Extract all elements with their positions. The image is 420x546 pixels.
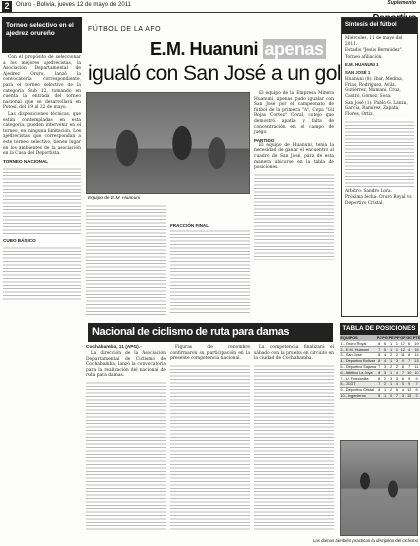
headline-highlight: apenas xyxy=(264,39,324,59)
stat-cell: 1 xyxy=(395,347,399,352)
synthesis-body xyxy=(342,34,417,210)
article-body xyxy=(86,91,338,319)
stat-cell: 6 xyxy=(382,341,388,347)
article-column xyxy=(254,91,334,260)
article-column xyxy=(86,203,166,315)
stat-cell: 3 xyxy=(395,359,399,364)
stat-cell: 9 xyxy=(406,376,412,382)
synthesis-line: Huanuni (8): Ibar, Medina, Frías, Rodríguez, Avila, Gutiérrez, Mamani, Cruz, Castro, Gómez, Sosa. xyxy=(345,77,404,99)
page-header xyxy=(0,0,420,13)
stat-cell: 9 xyxy=(412,376,420,382)
stat-cell: 2 xyxy=(395,353,399,358)
stat-cell: 5 xyxy=(401,382,404,387)
team-name-cell: 7.- U. Frontanilla xyxy=(340,376,376,382)
headline-line-1 xyxy=(150,39,326,60)
left-text-filler xyxy=(3,166,81,236)
stat-cell: 7 xyxy=(412,382,420,388)
cycling-photo-caption: Las damas también practican la disciplina del ciclismo xyxy=(312,538,418,543)
synthesis-line: Arbitro: Sandro Lora. xyxy=(345,188,392,194)
stat-cell: 10 xyxy=(414,370,419,375)
page-number: 2 xyxy=(2,1,12,12)
col-header: EQUIPOS xyxy=(340,335,376,341)
synthesis-title: Síntesis del fútbol xyxy=(342,18,417,34)
stat-cell: 7 xyxy=(395,394,399,399)
stat-cell: 8 xyxy=(378,394,381,399)
stat-cell: 2 xyxy=(390,388,393,393)
stat-cell: 4 xyxy=(382,358,388,364)
masthead-supplement: Suplemento xyxy=(387,0,416,6)
stat-cell: 5 xyxy=(412,387,420,393)
stat-cell: 3 xyxy=(412,393,420,399)
team-name-cell: 5.- Deportivo Sajama xyxy=(340,365,377,370)
stat-cell: 4 xyxy=(401,388,404,393)
stat-cell: 8 xyxy=(378,370,381,375)
stat-cell: 0 xyxy=(390,394,393,399)
stat-cell: 5 xyxy=(395,388,399,393)
synthesis-line: E.M. HUANUNI 1 xyxy=(345,61,379,67)
stat-cell: 9 xyxy=(401,359,404,364)
stat-cell: 5 xyxy=(382,347,388,353)
stat-cell: 1 xyxy=(390,341,393,346)
col-header: PP xyxy=(394,336,400,340)
dateline: Oruro - Bolivia, jueves 12 de mayo de 2011 xyxy=(16,2,131,8)
article-subhead: PARTIDO xyxy=(254,137,275,143)
stat-cell: 11 xyxy=(412,364,420,370)
stat-cell: 16 xyxy=(414,347,419,352)
stat-cell: 7 xyxy=(406,364,412,370)
stat-cell: 2 xyxy=(382,382,388,388)
cycling-column xyxy=(254,345,334,531)
stat-cell: 8 xyxy=(378,376,381,381)
article-paragraph: El equipo de la Empresa Minera Huanuni, apenas pudo igualar con San José por el campeonato de fútbol de la primera "A", Copa "Gil Rojas Cortez" Coral, cotejo que demostró apatía y falta de concentración en el campo de juego. xyxy=(254,91,334,136)
article-text-filler xyxy=(86,203,166,315)
stat-cell: 8 xyxy=(378,341,381,346)
left-subhead: TORNEO NACIONAL xyxy=(3,158,49,164)
cycling-filler xyxy=(86,380,166,530)
stat-cell: 11 xyxy=(400,353,405,358)
stat-cell: 2 xyxy=(395,365,399,370)
team-name-cell: 3.- San José xyxy=(340,353,376,359)
standings-row xyxy=(340,393,420,399)
cycling-filler xyxy=(170,363,250,531)
synthesis-line: Próxima fecha: Oruro Royal vs Deportivo Cristal. xyxy=(345,195,412,206)
synthesis-line: San José (1): Pablo G. Lanza, García, Ramírez, Zapata, Flores, Ortiz. xyxy=(345,100,408,117)
standings-table xyxy=(340,335,420,399)
stat-cell: 1 xyxy=(390,347,393,352)
stat-cell: 7 xyxy=(406,358,412,364)
team-name-cell: 1.- Oruro Royal xyxy=(340,341,376,347)
stat-cell: 1 xyxy=(395,341,399,346)
stat-cell: 2 xyxy=(390,353,393,358)
stat-cell: 7 xyxy=(378,347,381,352)
cycling-filler xyxy=(254,363,334,531)
stat-cell: 3 xyxy=(390,376,393,381)
left-subhead: CUBO BÁSICO xyxy=(3,237,36,243)
cycling-photo xyxy=(340,440,418,536)
left-paragraph: Con el propósito de seleccionar a los mejores ajedrecistas, la Asociación Departamental de Ajedrez Oruro, lanzó la convocatoria correspondiente, para el torneo selectivo de la categoría Sub 12, tomando en cuenta la entrada del torneo nacional que se desarrollará en Potosí, del 19 al 22 de mayo. xyxy=(3,55,81,111)
left-column-text xyxy=(2,53,82,303)
stat-cell: 2 xyxy=(390,365,393,370)
stat-cell: 7 xyxy=(378,382,381,387)
article-kicker: FÚTBOL DE LA AFO xyxy=(88,26,162,33)
stat-cell: 8 xyxy=(406,353,412,359)
synthesis-line: SAN JOSÉ 1 xyxy=(345,69,371,75)
stat-cell: 6 xyxy=(406,341,412,347)
cycling-column xyxy=(86,345,166,530)
stat-cell: 8 xyxy=(401,365,404,370)
col-header: GC xyxy=(406,336,413,340)
stat-cell: 9 xyxy=(406,382,412,388)
stat-cell: 3 xyxy=(382,370,388,376)
stat-cell: 3 xyxy=(395,376,399,381)
article-subhead: FRACCIÓN FINAL xyxy=(170,223,210,228)
standings-title: TABLA DE POSICIONES xyxy=(340,323,418,335)
stat-cell: 7 xyxy=(378,365,381,370)
headline-part: E.M. Huanuni xyxy=(150,39,258,59)
synthesis-line: Miércoles, 11 de mayo del 2011. xyxy=(345,36,403,47)
article-column xyxy=(170,203,250,314)
cycling-body xyxy=(86,345,338,541)
cycling-paragraph: La dirección de la Asociación Departamental de Ciclismo de Cochabamba, lanzó la convocatoria para la realización del nacional de ruta para damas. xyxy=(86,351,166,379)
col-header: PJ xyxy=(376,336,382,340)
cycling-paragraph: La competencia finalizará el sábado con la prueba en circuito en la ciudad de Cochabamba. xyxy=(254,345,334,362)
synthesis-line: Estadio "Jesús Bermúdez". xyxy=(345,48,403,54)
col-header: PG xyxy=(382,336,388,340)
left-text-filler xyxy=(3,245,81,301)
synthesis-line: Torneo afiliación. xyxy=(345,55,383,61)
team-name-cell: 4.- Deportivo Bolívar xyxy=(340,359,375,364)
stat-cell: 17 xyxy=(400,341,406,346)
stat-cell: 1 xyxy=(390,382,393,387)
stat-cell: 13 xyxy=(414,359,419,364)
stat-cell: 1 xyxy=(382,393,388,399)
stat-cell: 8 xyxy=(378,388,381,393)
stat-cell: 7 xyxy=(401,370,404,375)
team-name-cell: 2.- E.M. Huanuni xyxy=(340,347,376,353)
team-name-cell: 9.- Deportivo Cristal xyxy=(340,387,376,393)
stat-cell: 14 xyxy=(414,353,419,358)
stat-cell: 1 xyxy=(382,387,388,393)
synthesis-box xyxy=(341,17,418,317)
left-column-title: Torneo selectivo en el ajedrez orureño xyxy=(2,17,82,53)
stat-cell: 19 xyxy=(414,341,419,346)
stat-cell: 15 xyxy=(407,394,412,399)
article-text-filler xyxy=(254,172,334,260)
cycling-headline: Nacional de ciclismo de ruta para damas xyxy=(88,323,333,342)
team-name-cell: 6.- Atlético La Joya xyxy=(340,370,376,376)
col-header: PE xyxy=(388,336,394,340)
standings-body xyxy=(340,341,420,399)
stat-cell: 12 xyxy=(407,388,412,393)
synthesis-filler xyxy=(345,119,414,189)
stat-cell: 4 xyxy=(395,370,399,375)
stat-cell: 3 xyxy=(401,394,404,399)
team-name-cell: 10.- Ingenieros xyxy=(340,393,376,399)
stat-cell: 4 xyxy=(382,353,388,359)
stat-cell: 1 xyxy=(390,359,393,364)
left-paragraph: Las disposiciones técnicas, que están contempladas en esta categoría, pueden intervenir en el torneo, en ninguna limitación. Los ajedrecistas que correspondan a este torneo selectivo, tienen lugar en los ambientes de la asociación en la Casa del Deportista. xyxy=(3,111,81,157)
stat-cell: 1 xyxy=(390,370,393,375)
photo-caption: Equipo de E.M. Huanuni xyxy=(88,196,140,201)
stat-cell: 3 xyxy=(382,364,388,370)
left-column-article xyxy=(2,17,82,322)
stat-cell: 4 xyxy=(395,382,399,387)
stat-cell: 12 xyxy=(400,347,406,352)
article-paragraph: El equipo de Huanuni, tenía la necesidad de ganar el encuentro al cuadro de San José, para de esta manera ubicarse en la tabla de posiciones. xyxy=(254,142,334,171)
col-header: PTS xyxy=(412,336,420,340)
headline-line-2: igualó con San José a un gol xyxy=(88,62,341,85)
stat-cell: 10 xyxy=(407,370,412,375)
cycling-paragraph: Figuras de renombre confirmaron su participación en la presente competencia nacional. xyxy=(170,345,250,362)
team-name-cell: 8.- JCDT xyxy=(340,382,376,388)
stat-cell: 8 xyxy=(378,353,381,358)
standings-table-box xyxy=(340,323,418,399)
cycling-column xyxy=(170,345,250,531)
cycling-dateline: Cochabamba, 11 (APG).- xyxy=(86,345,142,350)
article-text-filler xyxy=(170,228,250,314)
col-header: GF xyxy=(400,336,406,340)
stat-cell: 2 xyxy=(382,376,388,382)
stat-cell: 8 xyxy=(378,359,381,364)
stat-cell: 4 xyxy=(406,347,412,353)
stat-cell: 6 xyxy=(401,376,404,381)
